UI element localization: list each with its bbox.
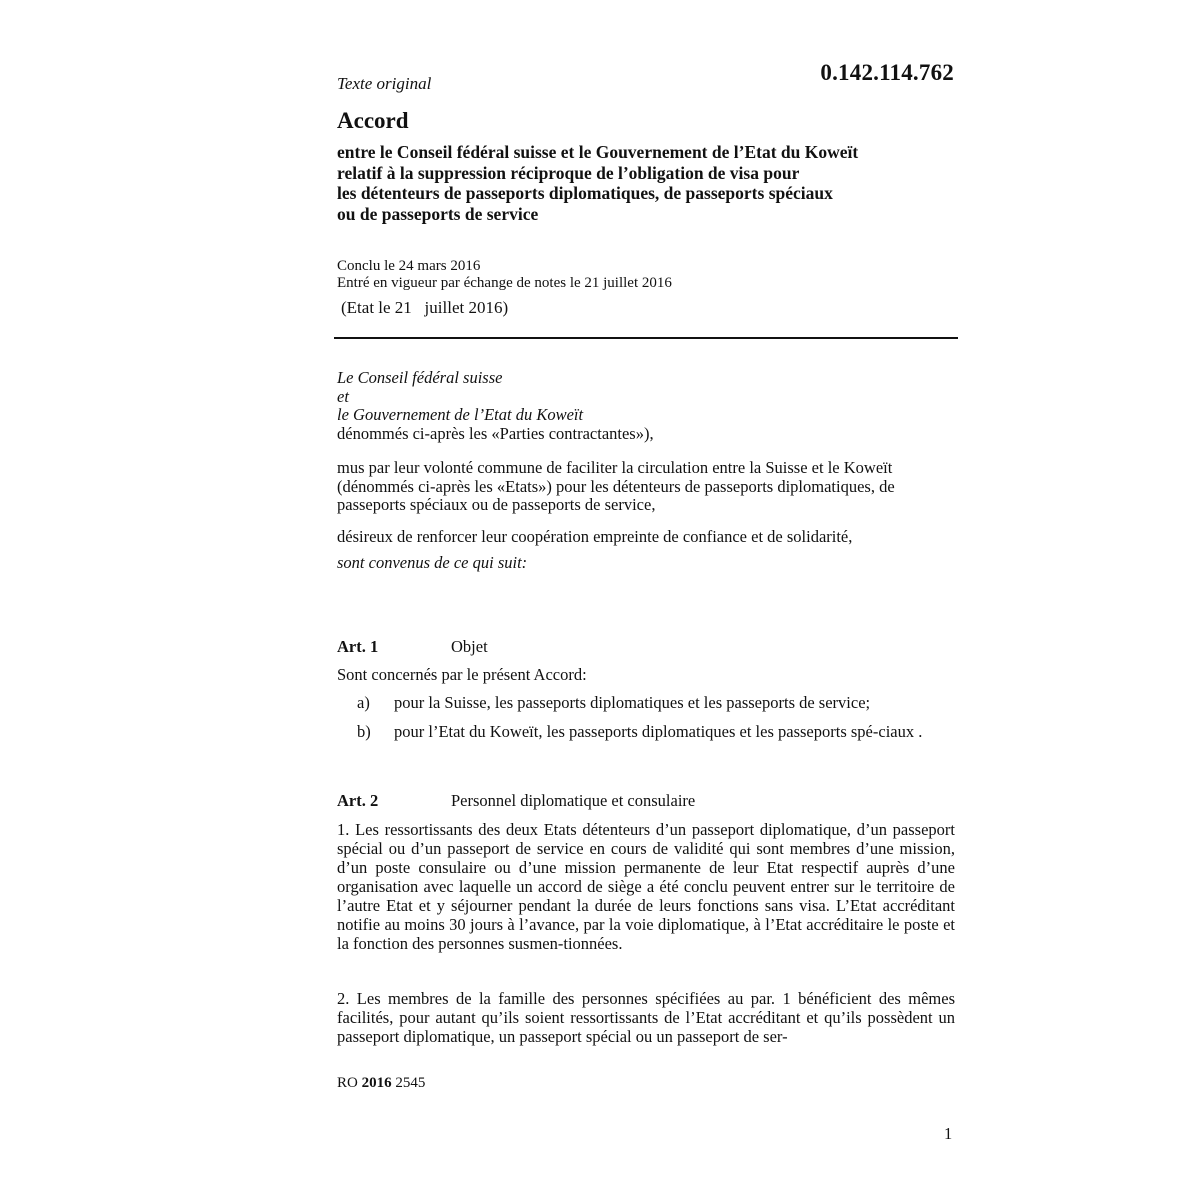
entry-into-force-date: Entré en vigueur par échange de notes le 21 juillet 2016	[337, 274, 672, 291]
ro-page: 2545	[395, 1075, 426, 1091]
etat-date: (Etat le 21 juillet 2016)	[341, 298, 509, 317]
mus-line: mus par leur volonté commune de faciliter la circulation entre la Suisse et le Koweït	[337, 458, 893, 477]
subtitle-line: relatif à la suppression réciproque de l’obligation de visa pour	[337, 162, 800, 183]
ro-year: 2016	[361, 1075, 392, 1091]
party-kuwait: le Gouvernement de l’Etat du Koweït	[337, 405, 584, 424]
ro-prefix: RO	[337, 1075, 358, 1091]
article-1-number: Art. 1	[337, 637, 379, 656]
article-2-title: Personnel diplomatique et consulaire	[451, 791, 696, 810]
article-2-heading	[337, 791, 695, 811]
article-2-paragraph-2: 2. Les membres de la famille des personnes spécifiées au par. 1 bénéficient des mêmes facilités, pour autant qu’ils soient ressortissants de l’Etat accréditant et qu’ils possèdent un passeport diplomatique, un passeport spécial ou un passeport de ser-	[337, 989, 955, 1046]
preamble-desireux	[337, 528, 955, 547]
article-2-number: Art. 2	[337, 791, 379, 810]
subtitle-line: entre le Conseil fédéral suisse et le Gouvernement de l’Etat du Koweït	[337, 142, 859, 162]
conclu-date: Conclu le 24 mars 2016	[337, 258, 481, 274]
list-item-text: pour l’Etat du Koweït, les passeports diplomatiques et les passeports spé-ciaux .	[394, 722, 923, 741]
list-item-text: pour la Suisse, les passeports diplomatiques et les passeports de service;	[394, 693, 871, 712]
article-1-heading	[337, 637, 488, 657]
document-title: Accord	[337, 108, 409, 133]
article-1-item-b	[357, 723, 955, 742]
page-number: 1	[944, 1124, 953, 1143]
denommes-text: dénommés ci-après les «Parties contractantes»),	[337, 423, 654, 443]
mus-line: (dénommés ci-après les «Etats») pour les détenteurs de passeports diplomatiques, de	[337, 476, 895, 496]
article-1-title: Objet	[451, 637, 488, 656]
desireux-text: désireux de renforcer leur coopération empreinte de confiance et de solidarité,	[337, 527, 853, 546]
texte-original-label: Texte original	[337, 74, 432, 93]
rs-number: 0.142.114.762	[820, 60, 954, 85]
article-1-intro-text: Sont concernés par le présent Accord:	[337, 665, 587, 684]
mus-line: passeports spéciaux ou de passeports de service,	[337, 495, 656, 514]
preamble-convenus	[337, 554, 955, 573]
subtitle-line: les détenteurs de passeports diplomatiques, de passeports spéciaux	[337, 183, 833, 203]
article-2-paragraph-1: 1. Les ressortissants des deux Etats détenteurs d’un passeport diplomatique, d’un passeport spécial ou d’un passeport de service en cours de validité qui sont membres d’une mission, d’un poste consulaire ou d’une mission permanente de leur Etat respectif auprès d’une organisation avec laquelle un accord de siège a été conclu peuvent entrer sur le territoire de l’autre Etat et y séjourner pendant la durée de leurs fonctions sans visa. L’Etat accréditant notifie au moins 30 jours à l’avance, par la voie diplomatique, à l’Etat accréditaire le poste et la fonction des personnes susmen-tionnées.	[337, 820, 955, 953]
convenus-text: sont convenus de ce qui suit:	[337, 553, 528, 572]
list-marker: b)	[357, 722, 371, 741]
horizontal-rule	[334, 337, 958, 339]
preamble-parties	[337, 369, 955, 443]
article-1-intro	[337, 666, 955, 685]
list-marker: a)	[357, 693, 370, 712]
subtitle-line: ou de passeports de service	[337, 203, 539, 224]
ro-reference	[337, 1075, 425, 1092]
article-1-item-a	[357, 694, 955, 713]
party-swiss: Le Conseil fédéral suisse	[337, 368, 503, 387]
party-conjunction: et	[337, 386, 349, 406]
document-subtitle	[337, 142, 977, 224]
dates-block	[337, 258, 672, 291]
preamble-mus	[337, 459, 955, 515]
